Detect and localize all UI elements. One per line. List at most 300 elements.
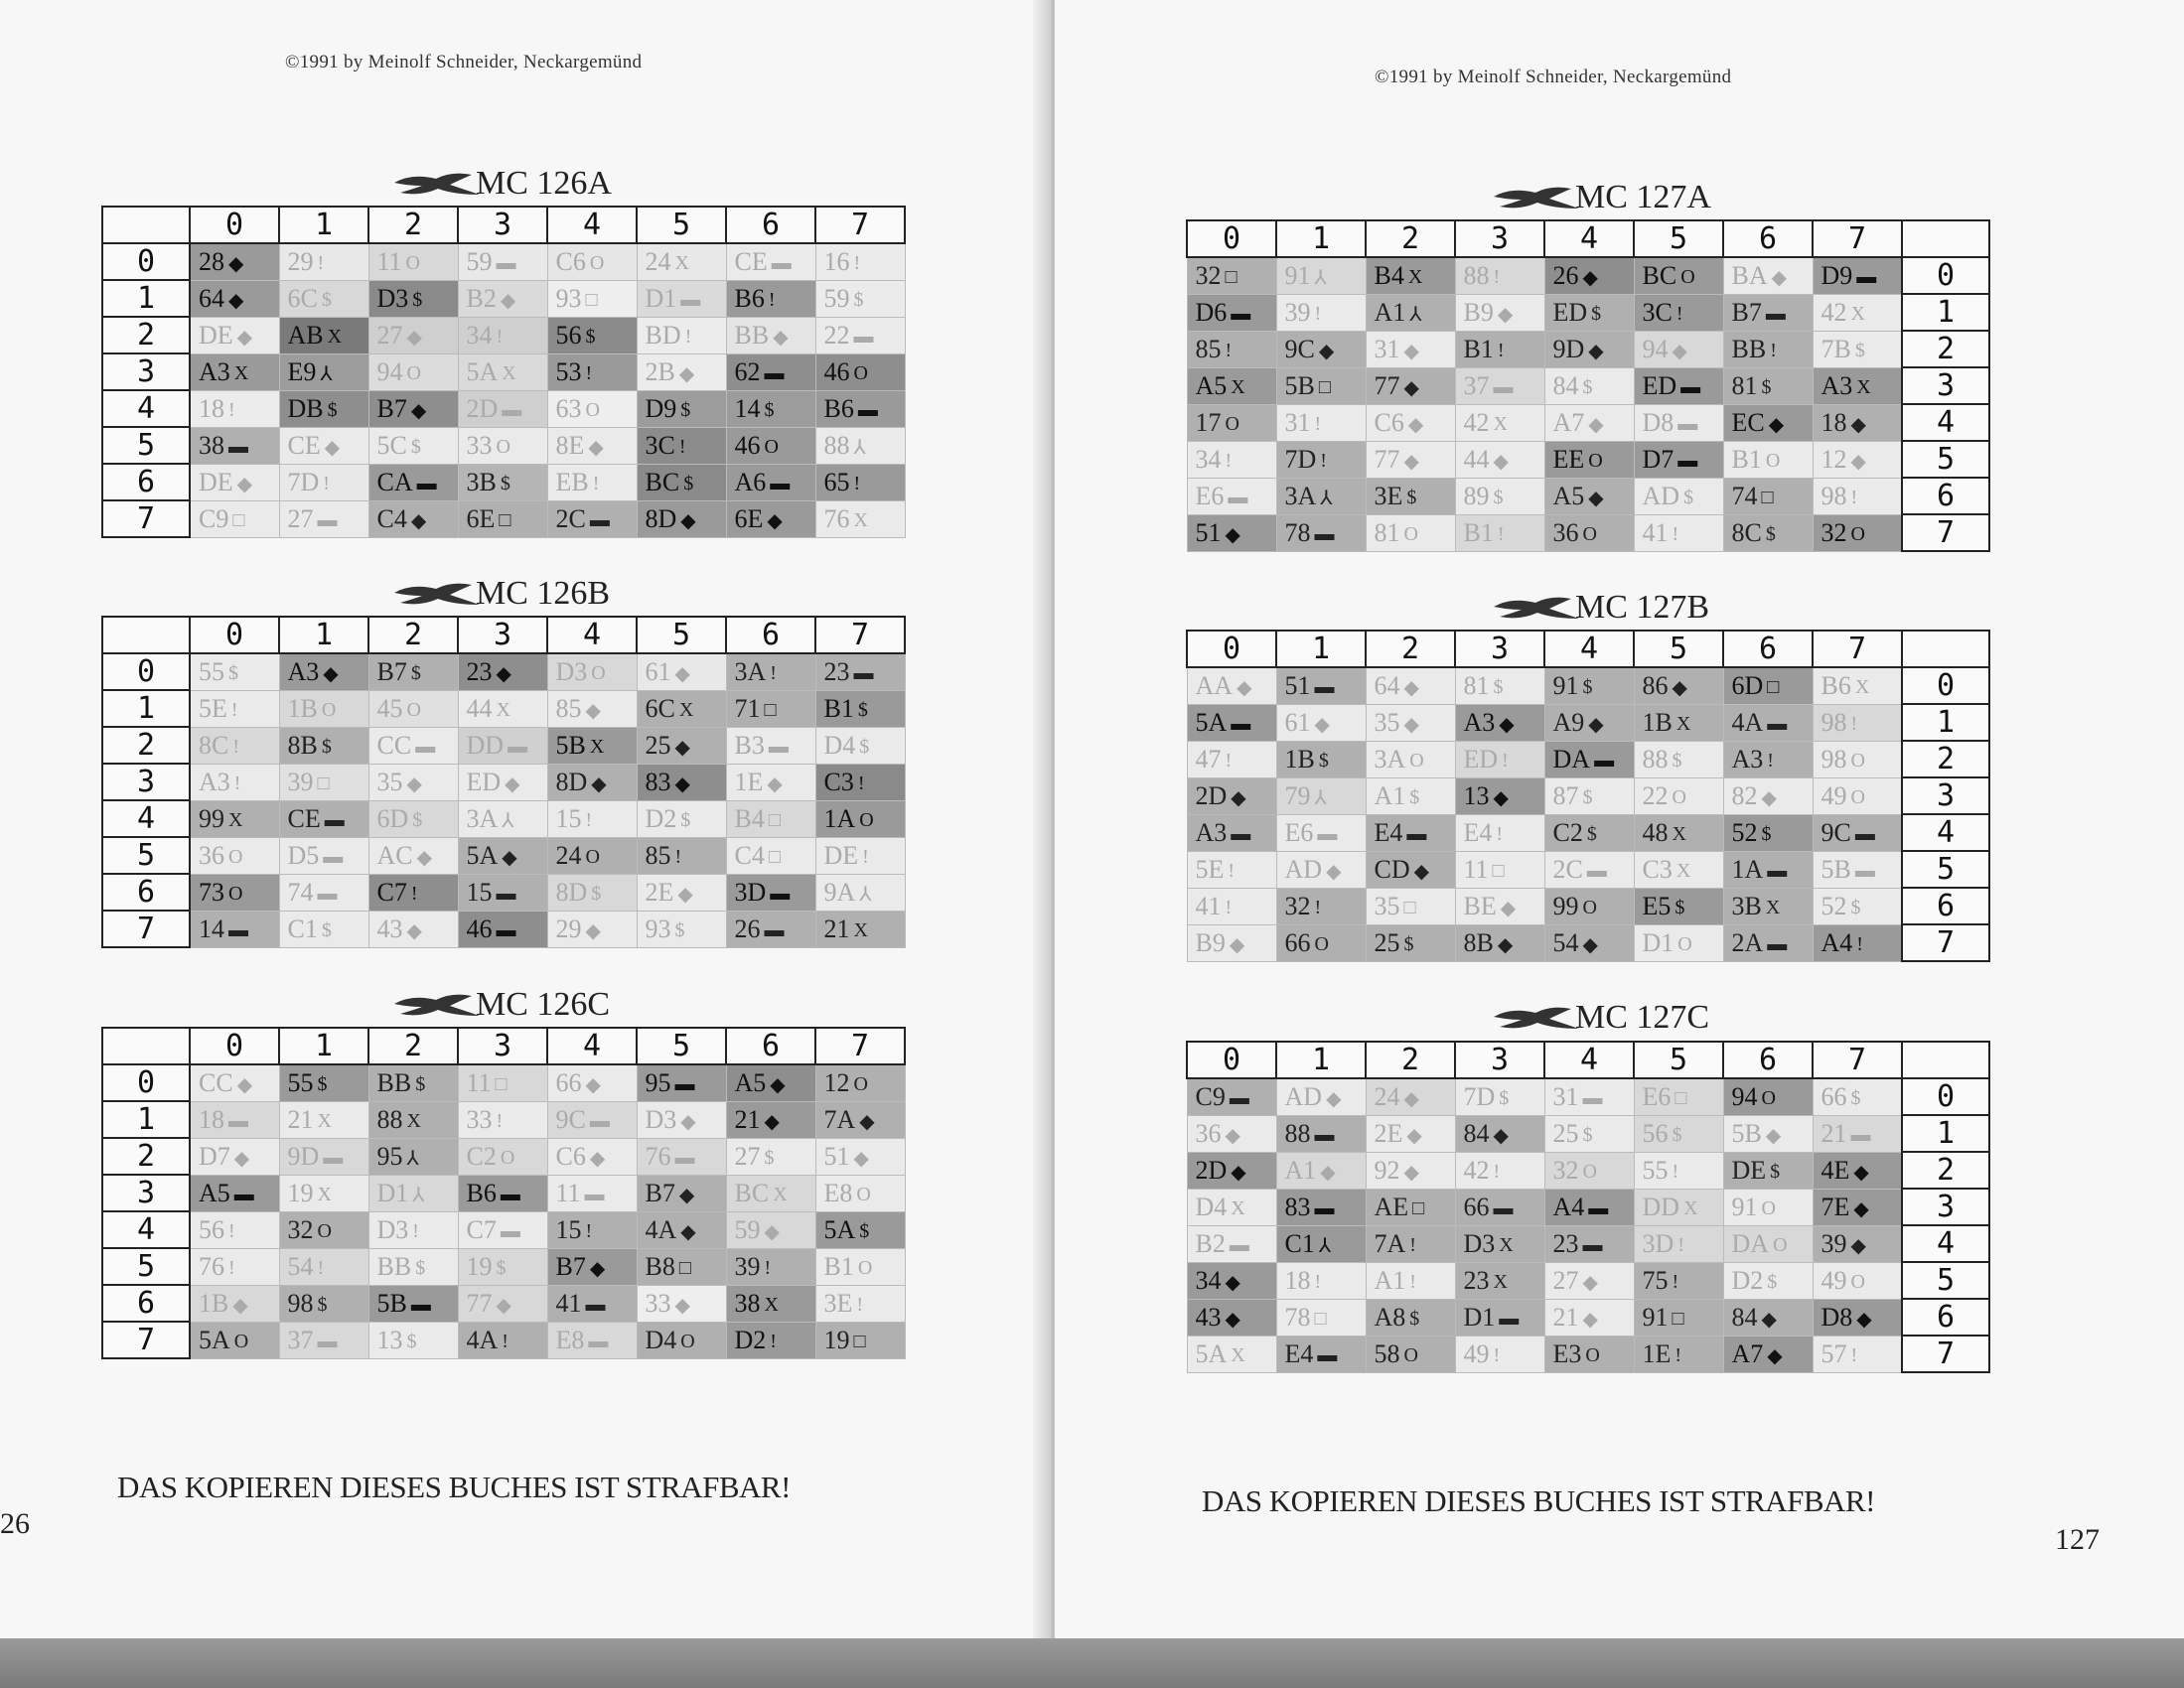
code-cell — [637, 690, 726, 727]
cell-code: 49 — [1820, 780, 1847, 810]
code-cell — [726, 390, 815, 427]
code-cell — [1634, 1336, 1723, 1372]
cell-code: 13 — [1463, 780, 1490, 810]
cell-code: 9D — [1552, 334, 1585, 363]
row-header: 2 — [1902, 331, 1989, 367]
cell-code: 95 — [645, 1067, 671, 1097]
cell-code: 39 — [1820, 1228, 1847, 1258]
code-cell — [279, 390, 368, 427]
cell-symbol-icon: X — [1850, 303, 1865, 326]
cell-symbol-icon: ▬ — [1317, 823, 1338, 846]
cell-symbol-icon: ▬ — [496, 883, 516, 906]
column-header: 6 — [726, 207, 815, 243]
cell-code: 19 — [823, 1325, 850, 1354]
code-cell — [1187, 814, 1276, 851]
code-cell — [726, 1138, 815, 1175]
code-cell — [726, 911, 815, 947]
column-header: 7 — [1813, 1042, 1902, 1078]
row-header: 6 — [102, 874, 190, 911]
code-cell — [279, 464, 368, 500]
cell-symbol-icon: □ — [1412, 1197, 1425, 1220]
code-cell — [1723, 667, 1813, 704]
cell-symbol-icon: ▬ — [1854, 860, 1875, 883]
code-cell — [1634, 1152, 1723, 1189]
cell-code: 24 — [645, 246, 671, 276]
cell-code: BC — [1642, 260, 1677, 290]
code-cell — [368, 1138, 458, 1175]
cell-code: 48 — [1642, 817, 1669, 847]
cell-symbol-icon: ▬ — [771, 252, 792, 275]
cell-symbol-icon: $ — [415, 1073, 426, 1096]
cell-code: D4 — [645, 1325, 677, 1354]
cell-symbol-icon: ◆ — [406, 920, 422, 943]
cell-code: 5A — [1195, 1338, 1228, 1368]
row-header: 4 — [1902, 404, 1989, 441]
cell-code: 3A — [734, 656, 767, 686]
code-cell — [1544, 257, 1634, 294]
cell-symbol-icon: $ — [1318, 750, 1329, 773]
cell-symbol-icon: $ — [853, 289, 864, 312]
cell-code: B2 — [1195, 1228, 1226, 1258]
code-cell — [458, 243, 547, 280]
cell-code: 35 — [1374, 891, 1400, 920]
cell-symbol-icon: $ — [496, 1257, 507, 1280]
cell-code: D2 — [645, 803, 677, 833]
cell-code: 39 — [734, 1251, 761, 1281]
cell-code: 5B — [376, 1288, 407, 1318]
cell-symbol-icon: $ — [1854, 340, 1865, 362]
cell-symbol-icon: ! — [1228, 860, 1236, 883]
column-header: 5 — [1634, 1042, 1723, 1078]
column-header: 0 — [1187, 631, 1276, 667]
table-row — [102, 464, 905, 500]
cell-symbol-icon: O — [1850, 523, 1865, 546]
bird-logo-icon — [1492, 183, 1581, 216]
cell-symbol-icon: ▬ — [317, 883, 338, 906]
cell-symbol-icon: X — [678, 699, 694, 722]
cell-symbol-icon: ▬ — [1582, 1087, 1603, 1110]
cell-code: 94 — [1642, 334, 1669, 363]
cell-code: 5B — [1284, 370, 1315, 400]
cell-code: C1 — [1284, 1228, 1315, 1258]
cell-code: 5B — [1731, 1118, 1762, 1148]
cell-code: 58 — [1374, 1338, 1400, 1368]
code-cell — [1187, 367, 1276, 404]
corner-cell — [1902, 631, 1989, 667]
cell-code: 66 — [1284, 927, 1311, 957]
cell-code: 25 — [1552, 1118, 1579, 1148]
cell-symbol-icon: ◆ — [1225, 1125, 1240, 1148]
cell-symbol-icon: ▬ — [853, 326, 874, 349]
cell-symbol-icon: O — [589, 252, 605, 275]
cell-symbol-icon: $ — [1672, 750, 1682, 773]
cell-symbol-icon: ▬ — [584, 1184, 605, 1206]
row-header: 5 — [1902, 441, 1989, 478]
cell-symbol-icon: ! — [1225, 897, 1233, 919]
table-row — [102, 1285, 905, 1322]
cell-code: 2C — [1552, 854, 1583, 884]
cell-symbol-icon: $ — [674, 919, 685, 942]
cell-code: 55 — [199, 656, 224, 686]
cell-code: 3A — [1374, 744, 1406, 774]
code-cell — [1187, 1336, 1276, 1372]
code-cell — [815, 1101, 905, 1138]
cell-symbol-icon: ▬ — [1493, 1197, 1514, 1220]
code-cell — [1276, 367, 1366, 404]
code-cell — [547, 427, 637, 464]
cell-symbol-icon: ◆ — [1500, 898, 1517, 920]
cell-code: 2D — [466, 393, 499, 423]
code-cell — [1634, 1225, 1723, 1262]
code-cell — [1813, 1152, 1902, 1189]
cell-symbol-icon: O — [317, 1220, 332, 1243]
cell-symbol-icon: ◆ — [1856, 1309, 1872, 1332]
bird-logo-icon — [1492, 593, 1581, 627]
cell-symbol-icon: ◆ — [1225, 1272, 1240, 1295]
cell-symbol-icon: ⅄ — [1318, 1235, 1332, 1258]
cell-symbol-icon: ◆ — [1493, 1125, 1509, 1148]
cell-symbol-icon: ◆ — [1326, 861, 1342, 884]
cell-code: 8D — [645, 503, 677, 533]
code-cell — [190, 653, 279, 690]
cell-symbol-icon: O — [1582, 523, 1597, 546]
code-cell — [547, 280, 637, 317]
column-header: 4 — [1544, 220, 1634, 257]
cell-symbol-icon: ◆ — [1853, 1198, 1869, 1221]
row-header: 1 — [102, 1101, 190, 1138]
cell-symbol-icon: ◆ — [228, 253, 244, 276]
code-cell — [458, 427, 547, 464]
cell-code: E3 — [1552, 1338, 1582, 1368]
cell-code: 52 — [1731, 817, 1758, 847]
code-cell — [279, 427, 368, 464]
cell-code: 41 — [1195, 891, 1222, 920]
cell-symbol-icon: ▬ — [1493, 376, 1514, 399]
code-cell — [1276, 1336, 1366, 1372]
column-header: 4 — [547, 1028, 637, 1064]
cell-symbol-icon: □ — [678, 1257, 691, 1280]
copy-warning: DAS KOPIEREN DIESES BUCHES IST STRAFBAR! — [1202, 1483, 1875, 1518]
code-cell — [458, 874, 547, 911]
cell-symbol-icon: ! — [1502, 750, 1509, 773]
cell-symbol-icon: ◆ — [1761, 1309, 1777, 1332]
code-cell — [547, 464, 637, 500]
cell-code: BA — [1731, 260, 1768, 290]
cell-code: 6D — [376, 803, 409, 833]
cell-symbol-icon: ! — [230, 699, 238, 722]
cell-symbol-icon: ! — [1675, 303, 1683, 326]
cell-code: ED — [1642, 370, 1677, 400]
cell-symbol-icon: ! — [1314, 1271, 1322, 1294]
cell-code: 84 — [1731, 1302, 1758, 1332]
code-cell — [279, 690, 368, 727]
code-cell — [1455, 1299, 1544, 1336]
cell-symbol-icon: ▬ — [1586, 860, 1607, 883]
cell-code: A1 — [1374, 780, 1406, 810]
cell-code: B4 — [734, 803, 765, 833]
cell-symbol-icon: ⅄ — [320, 363, 333, 386]
code-cell — [1366, 441, 1455, 478]
cell-code: 61 — [645, 656, 671, 686]
cell-symbol-icon: ◆ — [773, 327, 789, 350]
code-cell — [1723, 777, 1813, 814]
code-cell — [1455, 478, 1544, 514]
cell-symbol-icon: X — [1231, 1344, 1245, 1367]
code-cell — [1276, 741, 1366, 777]
code-cell — [1455, 1336, 1544, 1372]
cell-code: 12 — [823, 1067, 850, 1097]
code-cell — [190, 1101, 279, 1138]
cell-code: 6E — [734, 503, 764, 533]
cell-code: 11 — [376, 246, 402, 276]
cell-symbol-icon: X — [496, 699, 510, 722]
cell-symbol-icon: $ — [680, 809, 691, 832]
code-cell — [1544, 1336, 1634, 1372]
cell-code: 93 — [645, 914, 671, 943]
code-cell — [1723, 888, 1813, 924]
code-cell — [637, 1248, 726, 1285]
cell-code: 3E — [823, 1288, 853, 1318]
cell-symbol-icon: ! — [496, 326, 504, 349]
code-cell — [1455, 1152, 1544, 1189]
code-cell — [726, 874, 815, 911]
code-cell — [726, 1175, 815, 1211]
code-cell — [547, 874, 637, 911]
code-cell — [190, 911, 279, 947]
row-header: 4 — [102, 1211, 190, 1248]
code-cell — [637, 390, 726, 427]
cell-code: 11 — [555, 1178, 581, 1207]
code-cell — [1366, 777, 1455, 814]
code-cell — [279, 1064, 368, 1101]
table-row — [102, 1138, 905, 1175]
code-cell — [458, 1138, 547, 1175]
cell-code: B9 — [1463, 297, 1494, 327]
cell-code: 2D — [1195, 780, 1228, 810]
cell-symbol-icon: X — [853, 509, 868, 532]
cell-symbol-icon: ▬ — [1677, 413, 1698, 436]
cell-symbol-icon: X — [406, 1110, 421, 1133]
code-cell — [458, 690, 547, 727]
table-row — [1187, 851, 1989, 888]
code-cell — [1366, 1225, 1455, 1262]
code-cell — [1366, 814, 1455, 851]
cell-code: 7A — [823, 1104, 856, 1134]
cell-code: EE — [1552, 444, 1585, 474]
cell-code: 8C — [199, 730, 229, 760]
cell-symbol-icon: □ — [232, 509, 245, 532]
grid-title-text: MC 127B — [1575, 589, 1710, 626]
column-header: 3 — [1455, 631, 1544, 667]
table-row — [1187, 1225, 1989, 1262]
row-header: 0 — [102, 1064, 190, 1101]
code-cell — [1634, 478, 1723, 514]
cell-code: 18 — [1284, 1265, 1311, 1295]
code-cell — [1455, 704, 1544, 741]
cell-symbol-icon: ◆ — [1850, 451, 1866, 474]
code-cell — [1723, 1152, 1813, 1189]
code-cell — [279, 911, 368, 947]
cell-code: E4 — [1374, 817, 1403, 847]
cell-code: 74 — [287, 877, 314, 907]
code-cell — [1366, 1152, 1455, 1189]
cell-symbol-icon: X — [1231, 1197, 1245, 1220]
code-cell — [1544, 1115, 1634, 1152]
code-cell — [1276, 851, 1366, 888]
cell-code: 91 — [1731, 1192, 1758, 1221]
column-header: 6 — [1723, 1042, 1813, 1078]
cell-code: D5 — [287, 840, 320, 870]
code-cell — [1634, 814, 1723, 851]
cell-code: A5 — [734, 1067, 767, 1097]
cell-code: 93 — [555, 283, 582, 313]
code-cell — [637, 764, 726, 800]
cell-symbol-icon: ◆ — [770, 1074, 786, 1097]
code-cell — [1366, 1336, 1455, 1372]
cell-symbol-icon: ! — [592, 473, 600, 495]
code-cell — [1366, 294, 1455, 331]
cell-code: 26 — [734, 914, 761, 943]
cell-code: AD — [1642, 481, 1680, 510]
cell-code: EB — [555, 467, 589, 496]
cell-symbol-icon: O — [1680, 266, 1695, 289]
code-cell — [279, 1285, 368, 1322]
code-cell — [1813, 777, 1902, 814]
cell-symbol-icon: ▬ — [589, 1110, 610, 1133]
cell-symbol-icon: ◆ — [410, 510, 427, 533]
code-cell — [1544, 441, 1634, 478]
code-cell — [1276, 704, 1366, 741]
cell-symbol-icon: ▬ — [768, 736, 789, 759]
cell-symbol-icon: X — [1683, 1197, 1698, 1220]
code-cell — [1366, 1078, 1455, 1115]
cell-code: A5 — [199, 1178, 230, 1207]
cell-symbol-icon: $ — [415, 1257, 426, 1280]
cell-symbol-icon: ◆ — [232, 1295, 248, 1318]
cell-code: 6C — [645, 693, 675, 723]
cell-code: 59 — [823, 283, 850, 313]
code-cell — [368, 390, 458, 427]
code-cell — [458, 911, 547, 947]
code-cell — [458, 280, 547, 317]
cell-symbol-icon: $ — [321, 919, 332, 942]
code-cell — [1276, 404, 1366, 441]
code-cell — [1187, 1299, 1276, 1336]
cell-symbol-icon: $ — [412, 809, 423, 832]
code-cell — [726, 1285, 815, 1322]
row-header: 5 — [102, 1248, 190, 1285]
code-cell — [1276, 667, 1366, 704]
cell-symbol-icon: ◆ — [680, 1111, 696, 1134]
cell-code: BC — [645, 467, 680, 496]
code-cell — [1276, 888, 1366, 924]
row-header: 2 — [102, 1138, 190, 1175]
cell-code: 21 — [287, 1104, 314, 1134]
code-cell — [458, 464, 547, 500]
cell-code: 39 — [287, 767, 314, 796]
code-cell — [1366, 704, 1455, 741]
cell-code: 77 — [466, 1288, 493, 1318]
cell-symbol-icon: $ — [317, 1073, 328, 1096]
cell-code: 15 — [555, 803, 582, 833]
cell-symbol-icon: □ — [495, 1073, 508, 1096]
row-header: 4 — [1902, 814, 1989, 851]
table-row — [1187, 404, 1989, 441]
cell-code: 77 — [1374, 444, 1400, 474]
cell-symbol-icon: ! — [1493, 266, 1501, 289]
cell-code: 5E — [199, 693, 227, 723]
code-cell — [1634, 514, 1723, 551]
code-cell — [279, 764, 368, 800]
cell-code: 63 — [555, 393, 582, 423]
cell-symbol-icon: ! — [323, 473, 330, 495]
cell-code: CC — [199, 1067, 233, 1097]
code-cell — [279, 800, 368, 837]
row-header: 1 — [1902, 294, 1989, 331]
column-header: 2 — [368, 617, 458, 653]
cell-symbol-icon: ▬ — [1231, 823, 1251, 846]
cell-code: 53 — [555, 356, 582, 386]
code-cell — [815, 1138, 905, 1175]
cell-symbol-icon: O — [1314, 933, 1329, 956]
cell-code: 2B — [645, 356, 675, 386]
code-cell — [547, 1248, 637, 1285]
column-header: 2 — [1366, 1042, 1455, 1078]
cell-code: B6 — [734, 283, 765, 313]
code-cell — [1455, 924, 1544, 961]
column-header: 2 — [1366, 220, 1455, 257]
cell-symbol-icon: $ — [500, 473, 510, 495]
code-cell — [1544, 1225, 1634, 1262]
code-cell — [637, 243, 726, 280]
cell-code: 22 — [823, 320, 850, 350]
column-header: 7 — [1813, 220, 1902, 257]
cell-symbol-icon: ▬ — [764, 919, 785, 942]
code-cell — [637, 353, 726, 390]
column-header: 7 — [815, 617, 905, 653]
code-cell — [279, 353, 368, 390]
cell-code: C9 — [199, 503, 229, 533]
cell-symbol-icon: ◆ — [678, 363, 695, 386]
code-cell — [1544, 924, 1634, 961]
code-cell — [1366, 924, 1455, 961]
cell-code: A1 — [1374, 297, 1406, 327]
table-row — [102, 1064, 905, 1101]
cell-code: 52 — [1820, 891, 1847, 920]
cell-code: C6 — [1374, 407, 1404, 437]
cell-code: 21 — [1552, 1302, 1579, 1332]
cell-symbol-icon: ! — [1314, 897, 1322, 919]
cell-symbol-icon: $ — [1767, 1271, 1778, 1294]
cell-code: 8B — [1463, 927, 1494, 957]
cell-symbol-icon: ▬ — [1582, 1234, 1603, 1257]
code-cell — [190, 1322, 279, 1358]
code-cell — [815, 874, 905, 911]
corner-cell — [1902, 220, 1989, 257]
cell-code: ED — [466, 767, 502, 796]
code-cell — [1813, 1115, 1902, 1152]
cell-code: 3A — [1284, 481, 1317, 510]
code-cell — [1366, 257, 1455, 294]
column-header: 6 — [1723, 220, 1813, 257]
code-cell — [458, 1211, 547, 1248]
cell-code: 23 — [1552, 1228, 1579, 1258]
cell-code: 5A — [199, 1325, 230, 1354]
cell-code: A1 — [1374, 1265, 1406, 1295]
cell-symbol-icon: ◆ — [1413, 861, 1430, 884]
table-row — [1187, 1078, 1989, 1115]
cell-code: 27 — [376, 320, 403, 350]
